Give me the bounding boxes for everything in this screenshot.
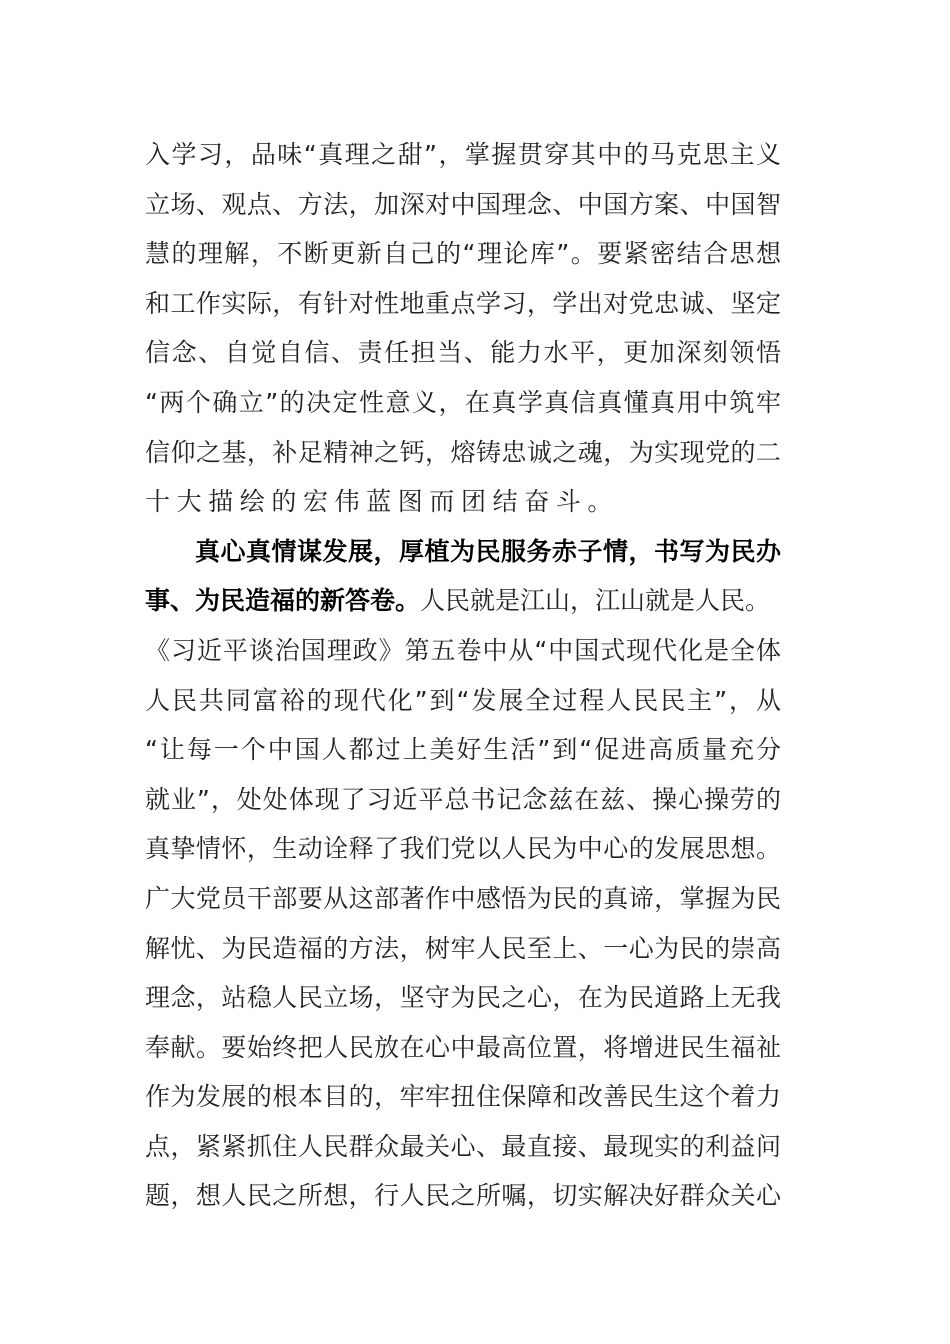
text-line: 广大党员干部要从这部著作中感悟为民的真谛，掌握为民: [145, 883, 781, 913]
text-line: 信仰之基，补足精神之钙，熔铸忠诚之魂，为实现党的二: [145, 437, 781, 467]
section-heading-tail: 事、为民造福的新答卷。: [145, 586, 421, 616]
text-line-mixed: [145, 576, 781, 626]
text-line: 作为发展的根本目的，牢牢扭住保障和改善民生这个着力: [145, 1082, 781, 1112]
paragraph-study-theory: [145, 130, 781, 527]
text-line: 慧的理解，不断更新自己的“理论库”。要紧密结合思想: [145, 239, 781, 269]
text-line: 题，想人民之所想，行人民之所嘱，切实解决好群众关心: [145, 1181, 781, 1211]
paragraph-people-development: [145, 527, 781, 1221]
text-segment: 人民就是江山，江山就是人民。: [420, 586, 771, 616]
section-heading-line: 真心真情谋发展，厚植为民服务赤子情，书写为民办: [195, 536, 781, 566]
text-line: 入学习，品味“真理之甜”，掌握贯穿其中的马克思主义: [145, 140, 781, 169]
text-line: 人民共同富裕的现代化”到“发展全过程人民民主”，从: [145, 685, 781, 715]
text-line: 信念、自觉自信、责任担当、能力水平，更加深刻领悟: [145, 338, 781, 368]
text-line: 解忧、为民造福的方法，树牢人民至上、一心为民的崇高: [145, 933, 781, 963]
text-line: 奉献。要始终把人民放在心中最高位置，将增进民生福祉: [145, 1032, 781, 1062]
text-line: 十大描绘的宏伟蓝图而团结奋斗。: [145, 487, 620, 517]
text-line: 和工作实际，有针对性地重点学习，学出对党忠诚、坚定: [145, 288, 781, 318]
text-line: 立场、观点、方法，加深对中国理念、中国方案、中国智: [145, 189, 781, 219]
text-line: “两个确立”的决定性意义，在真学真信真懂真用中筑牢: [145, 387, 781, 417]
text-line: 点，紧紧抓住人民群众最关心、最直接、最现实的利益问: [145, 1131, 781, 1161]
text-line: 就业”，处处体现了习近平总书记念兹在兹、操心操劳的: [145, 784, 781, 814]
body-text: [145, 130, 781, 1221]
text-line: 理念，站稳人民立场，坚守为民之心，在为民道路上无我: [145, 983, 781, 1013]
text-line: 真挚情怀，生动诠释了我们党以人民为中心的发展思想。: [145, 834, 781, 864]
text-line: 《习近平谈治国理政》第五卷中从“中国式现代化是全体: [145, 635, 781, 665]
text-line: “让每一个中国人都过上美好生活”到“促进高质量充分: [145, 735, 781, 765]
